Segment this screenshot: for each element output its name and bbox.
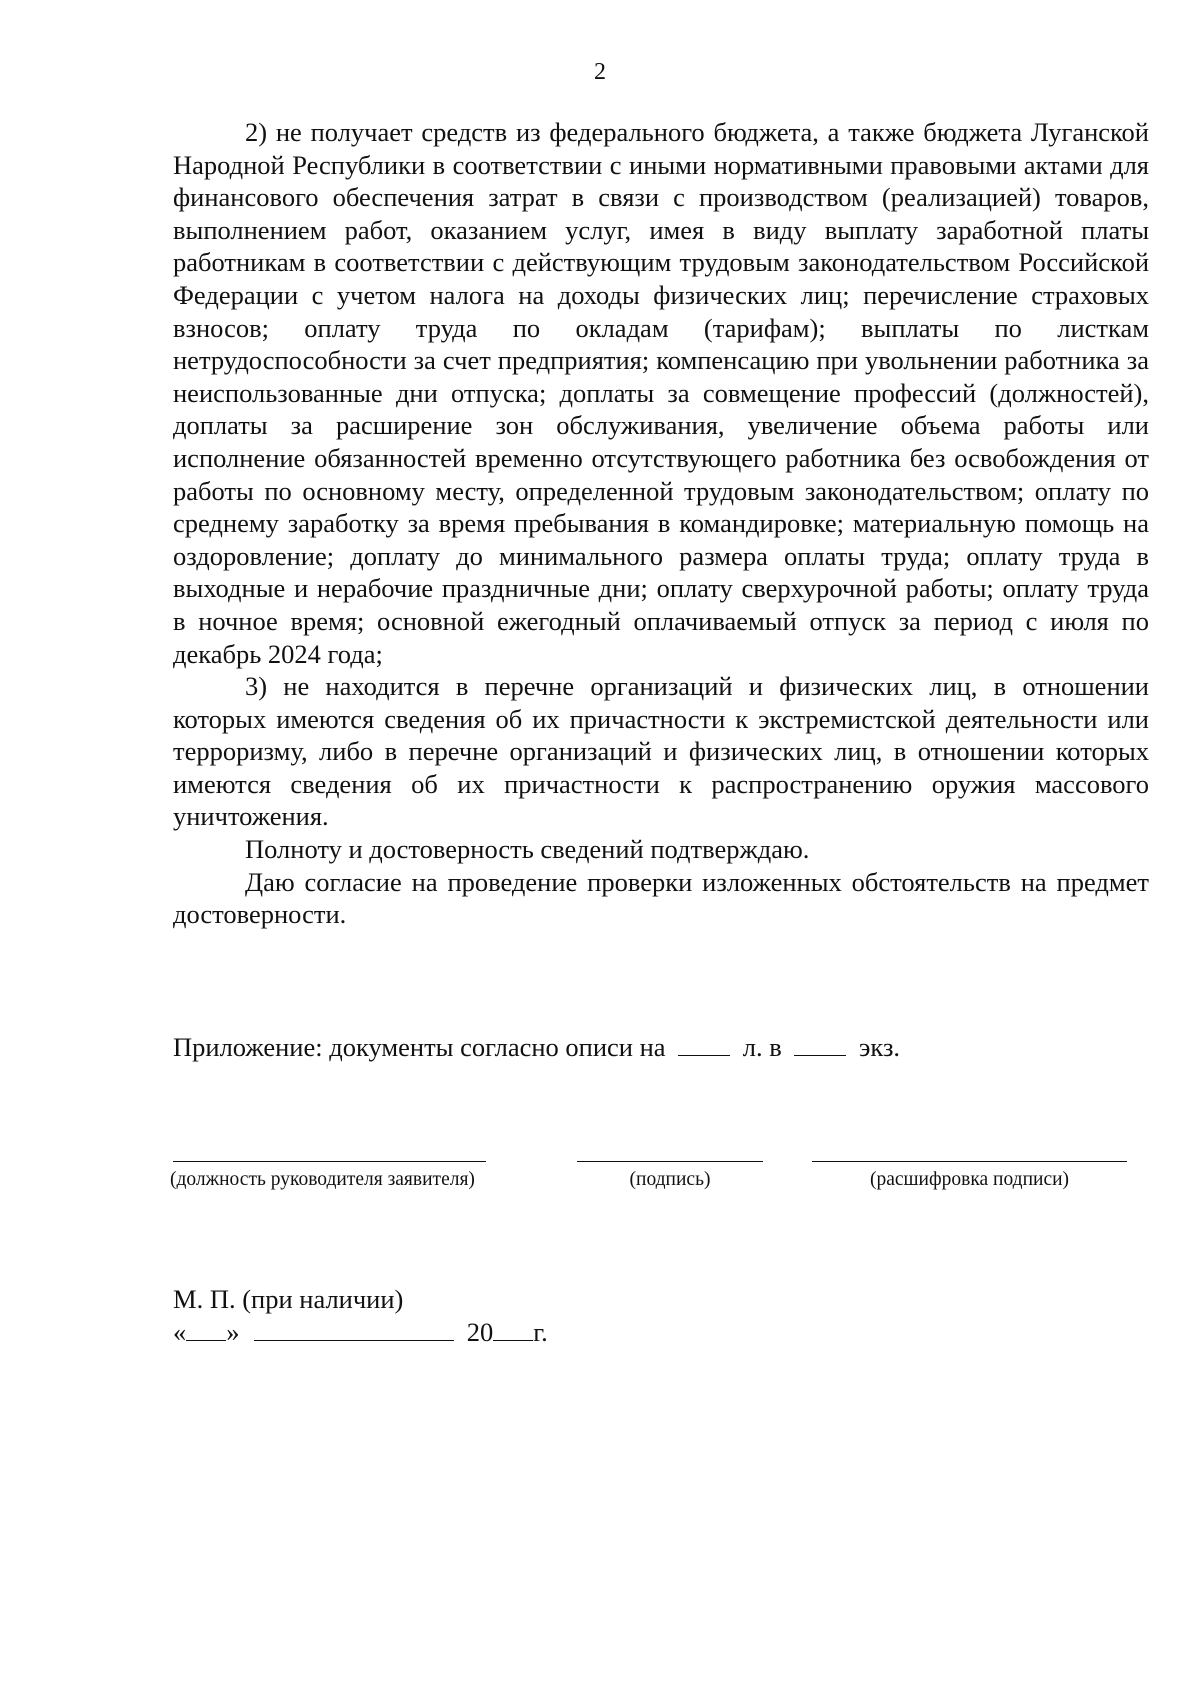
stamp-note: М. П. (при наличии) <box>173 1284 404 1314</box>
decoding-signature-line[interactable] <box>812 1161 1127 1162</box>
paragraph-clause-2: 2) не получает средств из федерального бюджета, а также бюджета Луганской Народной Республики в соответствии с иными нормативными правовыми актами для финансового обеспечения затрат в связи с производством (реализацией) товаров, выполнением работ, оказанием услуг, имея в виду выплату заработной платы работникам в соответствии с действующим трудовым законодательством Российской Федерации с учетом налога на доходы физических лиц; перечисление страховых взносов; оплату труда по окладам (тарифам); выплаты по листкам нетрудоспособности за счет предприятия; компенсацию при увольнении работника за неиспользованные дни отпуска; доплаты за совмещение профессий (должностей), доплаты за расширение зон обслуживания, увеличение объема работы или исполнение обязанностей временно отсутствующего работника без освобождения от работы по основному месту, определенной трудовым законодательством; оплату по среднему заработку за время пребывания в командировке; материальную помощь на оздоровление; доплату до минимального размера оплаты труда; оплату труда в выходные и нерабочие праздничные дни; оплату сверхурочной работы; оплату труда в ночное время; основной ежегодный оплачиваемый отпуск за период с июля по декабрь 2024 года; <box>173 117 1149 669</box>
copies-unit: экз. <box>859 1032 901 1062</box>
document-body <box>173 116 1149 931</box>
decoding-caption: (расшифровка подписи) <box>869 1169 1070 1190</box>
copies-blank[interactable] <box>794 1033 846 1056</box>
attachment-line <box>173 1031 900 1063</box>
month-blank[interactable] <box>254 1318 454 1341</box>
sheets-blank[interactable] <box>678 1033 730 1056</box>
day-blank[interactable] <box>186 1318 226 1341</box>
signature-line[interactable] <box>577 1161 763 1162</box>
paragraph-clause-3: 3) не находится в перечне организаций и физических лиц, в отношении которых имеются сведения об их причастности к экстремистской деятельности или терроризму, либо в перечне организаций и физических лиц, в отношении которых имеются сведения об их причастности к распространению оружия массового уничтожения. <box>173 671 1149 832</box>
year-suffix: г. <box>533 1317 548 1347</box>
signature-caption: (подпись) <box>629 1169 711 1190</box>
sheets-unit: л. в <box>742 1032 782 1062</box>
date-open-quote: « <box>173 1317 187 1347</box>
position-signature-line[interactable] <box>173 1161 486 1162</box>
date-close-quote: » <box>226 1317 240 1347</box>
year-blank[interactable] <box>493 1318 533 1341</box>
paragraph-consent: Даю согласие на проведение проверки изложенных обстоятельств на предмет достоверности. <box>173 866 1149 930</box>
attachment-prefix: Приложение: документы согласно описи на <box>173 1032 666 1062</box>
paragraph-confirmation: Полноту и достоверность сведений подтверждаю. <box>245 834 810 865</box>
position-caption: (должность руководителя заявителя) <box>170 1169 475 1190</box>
date-line <box>173 1316 548 1348</box>
year-prefix: 20 <box>466 1317 494 1347</box>
page-number: 2 <box>594 59 606 85</box>
